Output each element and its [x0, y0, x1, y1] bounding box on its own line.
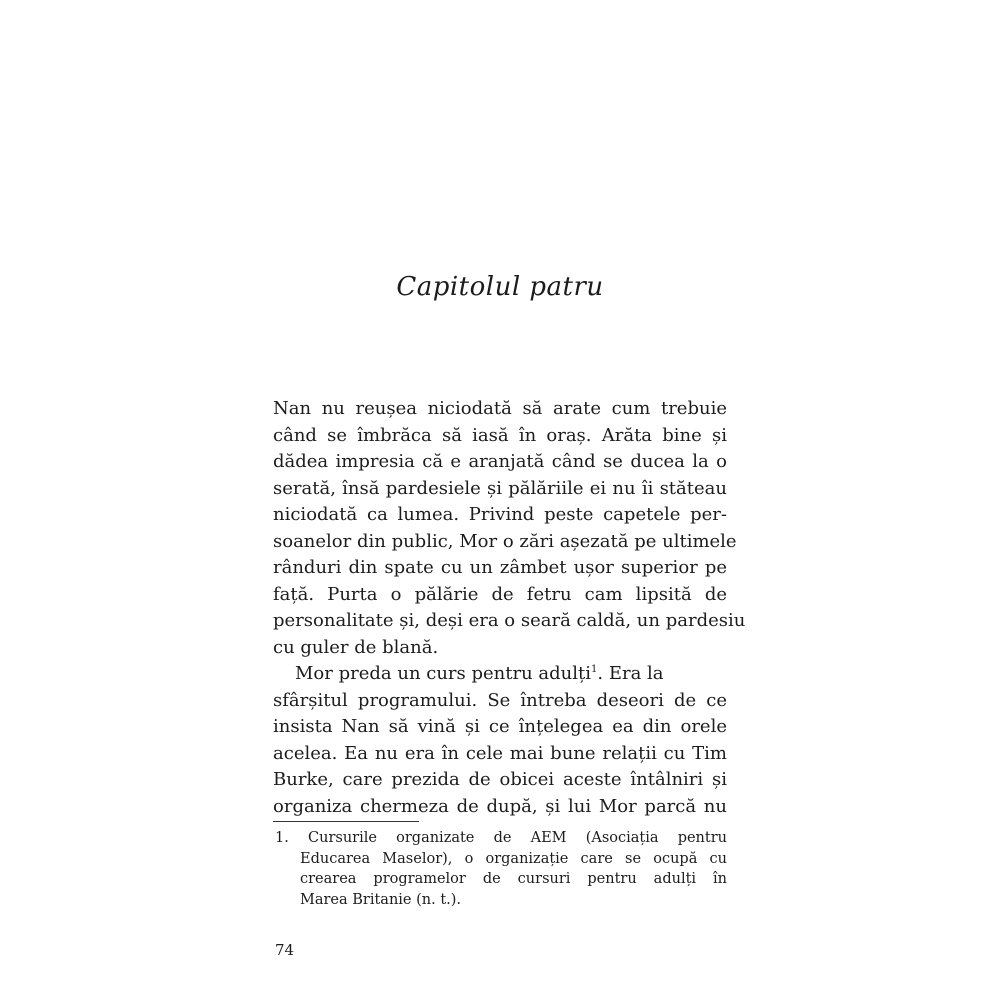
- body-line: soanelor din public, Mor o zări așezată pe ultimele: [273, 530, 737, 552]
- body-line: insista Nan să vină și ce înțelegea ea din orele: [273, 716, 727, 737]
- body-line: acelea. Ea nu era în cele mai bune relații cu Tim: [273, 742, 727, 764]
- page-number: 74: [275, 941, 295, 959]
- footnote-marker: 1: [591, 664, 598, 675]
- body-line: Burke, care prezida de obicei aceste întâlniri și: [273, 769, 727, 790]
- footnote: [275, 828, 727, 910]
- body-line: dădea impresia că e aranjată când se ducea la o: [273, 451, 727, 472]
- footnote-divider: [273, 821, 419, 822]
- footnote-line: 1. Cursurile organizate de AEM (Asociația pentru: [275, 830, 727, 846]
- body-line: cu guler de blană.: [273, 636, 439, 658]
- paragraph-2-text-start: Mor preda un curs pentru adulți: [295, 663, 592, 684]
- paragraph-2-first-line: [273, 661, 727, 688]
- footnote-line: crearea programelor de cursuri pentru adulți în: [300, 871, 727, 887]
- body-line: niciodată ca lumea. Privind peste capetele per-: [273, 504, 727, 525]
- paragraph-2-text-end: . Era la: [597, 663, 664, 684]
- body-line: sfârșitul programului. Se întreba deseori de ce: [273, 689, 727, 711]
- body-line: serată, însă pardesiele și pălăriile ei nu îi stăteau: [273, 477, 727, 499]
- footnote-line: Educarea Maselor), o organizație care se ocupă cu: [300, 850, 727, 867]
- body-line: rânduri din spate cu un zâmbet ușor superior pe: [273, 557, 727, 578]
- body-line: Nan nu reușea niciodată să arate cum trebuie: [273, 398, 727, 419]
- body-text: [273, 396, 746, 820]
- chapter-title: Capitolul patru: [396, 272, 604, 302]
- body-line: când se îmbrăca să iasă în oraș. Arăta bine și: [273, 424, 727, 446]
- body-line: personalitate și, deși era o seară caldă, un pardesiu: [273, 610, 746, 631]
- footnote-line: Marea Britanie (n. t.).: [300, 891, 462, 908]
- body-line: față. Purta o pălărie de fetru cam lipsită de: [273, 583, 727, 605]
- body-line: organiza chermeza de după, și lui Mor parcă nu: [273, 795, 727, 817]
